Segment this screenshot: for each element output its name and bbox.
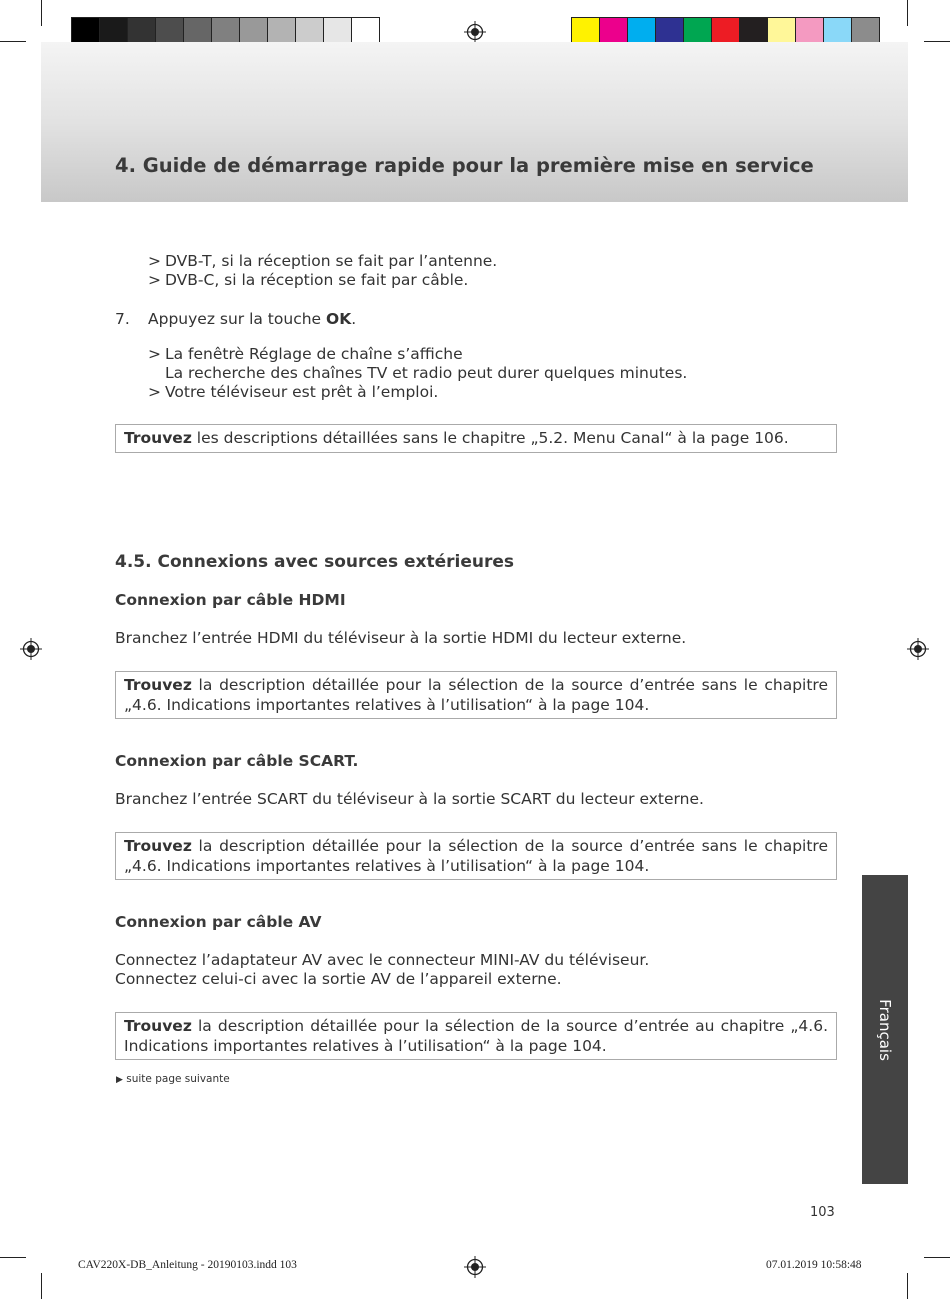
- list-item: [148, 345, 463, 364]
- crop-mark: [0, 41, 26, 42]
- crop-mark: [907, 1273, 908, 1299]
- language-side-tab: [862, 875, 908, 1184]
- registration-mark-icon: [20, 638, 42, 660]
- note-text: la description détaillée pour la sélection de la source d’entrée sans le chapitre „4.6. Indications importantes relatives à l’utilisation“ à la page 104.: [124, 676, 828, 714]
- step-text: [148, 310, 356, 329]
- list-item: [148, 271, 468, 290]
- note-text: la description détaillée pour la sélection de la source d’entrée au chapitre „4.6. Indications importantes relatives à l’utilisation“ à la page 104.: [124, 1017, 828, 1055]
- note-box: [115, 424, 837, 453]
- note-text: les descriptions détaillées sans le chapitre „5.2. Menu Canal“ à la page 106.: [191, 429, 789, 447]
- registration-mark-icon: [464, 1256, 486, 1278]
- list-item-text: DVB-T, si la réception se fait par l’antenne.: [165, 252, 498, 270]
- registration-mark-icon: [464, 21, 486, 43]
- page-number: 103: [810, 1205, 835, 1220]
- note-box: [115, 832, 837, 880]
- crop-mark: [924, 41, 950, 42]
- crop-mark: [907, 0, 908, 26]
- crop-mark: [924, 1257, 950, 1258]
- language-tab-label: Français: [876, 998, 894, 1061]
- step-number: 7.: [115, 310, 130, 328]
- crop-mark: [0, 1257, 26, 1258]
- note-keyword: Trouvez: [124, 676, 192, 694]
- list-item-text: La recherche des chaînes TV et radio peut durer quelques minutes.: [165, 364, 688, 382]
- note-box: [115, 671, 837, 719]
- subsection-title-av: Connexion par câble AV: [115, 913, 322, 931]
- note-box: [115, 1012, 837, 1060]
- key-label: OK: [326, 310, 352, 328]
- list-item: [148, 383, 438, 402]
- header-band: [41, 42, 908, 202]
- section-title: 4.5. Connexions avec sources extérieures: [115, 552, 515, 572]
- continued-note: [116, 1073, 230, 1085]
- note-text: la description détaillée pour la sélection de la source d’entrée sans le chapitre „4.6. Indications importantes relatives à l’utilisation“ à la page 104.: [124, 837, 828, 875]
- paragraph: Connectez l’adaptateur AV avec le connecteur MINI-AV du téléviseur.: [115, 951, 650, 969]
- paragraph: Branchez l’entrée HDMI du téléviseur à la sortie HDMI du lecteur externe.: [115, 629, 687, 647]
- list-marker: >: [148, 252, 161, 270]
- list-marker: >: [148, 345, 161, 363]
- list-item-text: DVB-C, si la réception se fait par câble.: [165, 271, 469, 289]
- paragraph: Branchez l’entrée SCART du téléviseur à la sortie SCART du lecteur externe.: [115, 790, 704, 808]
- list-item-text: Votre téléviseur est prêt à l’emploi.: [165, 383, 439, 401]
- print-slug-datetime: 07.01.2019 10:58:48: [766, 1259, 862, 1271]
- note-keyword: Trouvez: [124, 1017, 192, 1035]
- list-item-continuation: [165, 364, 687, 383]
- list-marker: >: [148, 271, 161, 289]
- note-keyword: Trouvez: [124, 429, 192, 447]
- triangle-right-icon: ▶: [116, 1075, 123, 1085]
- step-text-part: Appuyez sur la touche: [148, 310, 327, 328]
- paragraph: Connectez celui-ci avec la sortie AV de l’appareil externe.: [115, 970, 562, 988]
- list-item: [148, 252, 497, 271]
- print-slug-file: CAV220X-DB_Anleitung - 20190103.indd 103: [78, 1259, 297, 1271]
- registration-mark-icon: [907, 638, 929, 660]
- step-text-part: .: [351, 310, 357, 328]
- page-title: 4. Guide de démarrage rapide pour la première mise en service: [115, 154, 814, 177]
- crop-mark: [41, 1273, 42, 1299]
- list-item-text: La fenêtrè Réglage de chaîne s’affiche: [165, 345, 463, 363]
- crop-mark: [41, 0, 42, 26]
- subsection-title-scart: Connexion par câble SCART.: [115, 752, 359, 770]
- note-keyword: Trouvez: [124, 837, 192, 855]
- continued-text: suite page suivante: [126, 1073, 230, 1085]
- subsection-title-hdmi: Connexion par câble HDMI: [115, 591, 346, 609]
- list-marker: >: [148, 383, 161, 401]
